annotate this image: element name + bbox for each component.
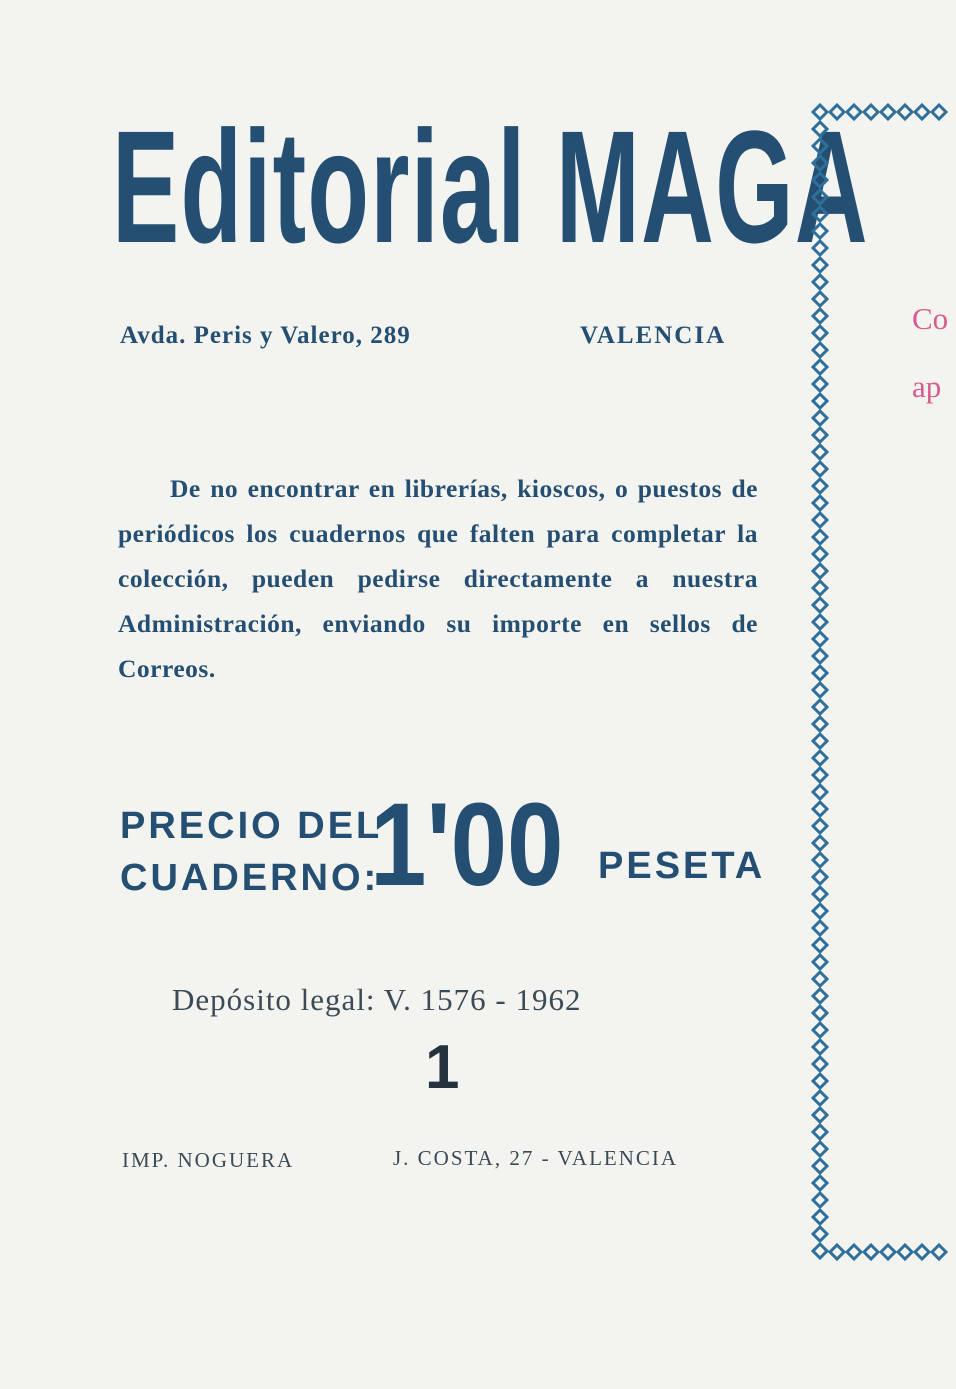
- border-link: [813, 972, 827, 986]
- stamp-line1: Co: [912, 301, 949, 336]
- border-link: [813, 173, 827, 187]
- border-link: [915, 105, 929, 119]
- border-link: [813, 1074, 827, 1088]
- legal-deposit: Depósito legal: V. 1576 - 1962: [172, 982, 582, 1017]
- border-link: [813, 377, 827, 391]
- border-link: [813, 598, 827, 612]
- price-label-line1: PRECIO DEL: [120, 805, 383, 847]
- border-link: [813, 462, 827, 476]
- border-link: [813, 700, 827, 714]
- border-link: [813, 207, 827, 221]
- price-value: 1'00: [370, 779, 564, 911]
- border-link: [813, 258, 827, 272]
- border-link: [813, 1040, 827, 1054]
- order-notice: De no encontrar en librerías, kioscos, o puestos de periódicos los cuadernos que falten para completar la colección, pueden pedirse directamente a nuestra Administración, enviando su importe en sellos de Correos.: [118, 474, 758, 683]
- border-link: [813, 615, 827, 629]
- publisher-title: Editorial MAGA: [112, 97, 869, 276]
- border-link: [813, 802, 827, 816]
- border-link: [830, 1245, 844, 1259]
- border-link: [813, 1244, 827, 1258]
- border-link: [813, 1125, 827, 1139]
- border-link: [915, 1245, 929, 1259]
- border-link: [830, 105, 844, 119]
- border-link: [881, 1245, 895, 1259]
- border-link: [813, 836, 827, 850]
- printer-name: IMP. NOGUERA: [122, 1148, 295, 1172]
- border-link: [813, 955, 827, 969]
- border-link: [864, 1245, 878, 1259]
- border-link: [813, 870, 827, 884]
- border-link: [813, 326, 827, 340]
- border-link: [813, 1142, 827, 1156]
- border-link: [813, 496, 827, 510]
- border-link: [813, 1176, 827, 1190]
- border-link: [813, 1159, 827, 1173]
- border-link: [813, 343, 827, 357]
- border-link: [813, 768, 827, 782]
- border-link: [813, 309, 827, 323]
- border-link: [813, 921, 827, 935]
- border-link: [813, 581, 827, 595]
- border-link: [932, 105, 946, 119]
- border-link: [813, 479, 827, 493]
- border-link: [864, 105, 878, 119]
- border-link: [813, 156, 827, 170]
- border-link: [813, 1227, 827, 1241]
- border-link: [813, 666, 827, 680]
- border-link: [813, 632, 827, 646]
- border-left-chain: [813, 105, 827, 1258]
- border-link: [813, 513, 827, 527]
- border-link: [813, 428, 827, 442]
- border-top-chain: [830, 105, 946, 119]
- border-link: [813, 683, 827, 697]
- border-link: [813, 853, 827, 867]
- border-link: [813, 122, 827, 136]
- diamond-chain-border: [790, 82, 956, 1282]
- pink-stamp: [912, 285, 948, 421]
- border-link: [813, 751, 827, 765]
- border-link: [813, 1006, 827, 1020]
- printer-address: J. COSTA, 27 - VALENCIA: [393, 1146, 679, 1170]
- border-link: [813, 785, 827, 799]
- price-label-line2: CUADERNO:: [120, 857, 380, 899]
- border-link: [813, 564, 827, 578]
- border-link: [813, 1023, 827, 1037]
- border-link: [847, 105, 861, 119]
- border-link: [898, 1245, 912, 1259]
- border-link: [813, 360, 827, 374]
- price-unit: PESETA: [598, 845, 766, 887]
- border-link: [813, 224, 827, 238]
- border-link: [813, 547, 827, 561]
- border-link: [813, 717, 827, 731]
- border-link: [813, 1057, 827, 1071]
- border-link: [813, 819, 827, 833]
- border-link: [898, 105, 912, 119]
- border-link: [932, 1245, 946, 1259]
- border-link: [813, 989, 827, 1003]
- border-link: [813, 394, 827, 408]
- border-link: [847, 1245, 861, 1259]
- publisher-address: Avda. Peris y Valero, 289: [120, 322, 411, 349]
- border-link: [813, 105, 827, 119]
- border-link: [813, 1091, 827, 1105]
- border-link: [813, 241, 827, 255]
- border-link: [813, 938, 827, 952]
- publisher-city: VALENCIA: [580, 322, 727, 349]
- border-link: [881, 105, 895, 119]
- border-link: [813, 139, 827, 153]
- border-link: [813, 1210, 827, 1224]
- border-link: [813, 1108, 827, 1122]
- border-link: [813, 887, 827, 901]
- border-link: [813, 292, 827, 306]
- border-link: [813, 275, 827, 289]
- issue-number: 1: [425, 1033, 460, 1102]
- stamp-line2: ap: [912, 369, 942, 404]
- border-link: [813, 734, 827, 748]
- border-link: [813, 190, 827, 204]
- border-link: [813, 1193, 827, 1207]
- border-link: [813, 445, 827, 459]
- border-bottom-chain: [830, 1245, 946, 1259]
- border-link: [813, 411, 827, 425]
- price-label: [120, 800, 382, 904]
- border-link: [813, 904, 827, 918]
- border-link: [813, 530, 827, 544]
- border-link: [813, 649, 827, 663]
